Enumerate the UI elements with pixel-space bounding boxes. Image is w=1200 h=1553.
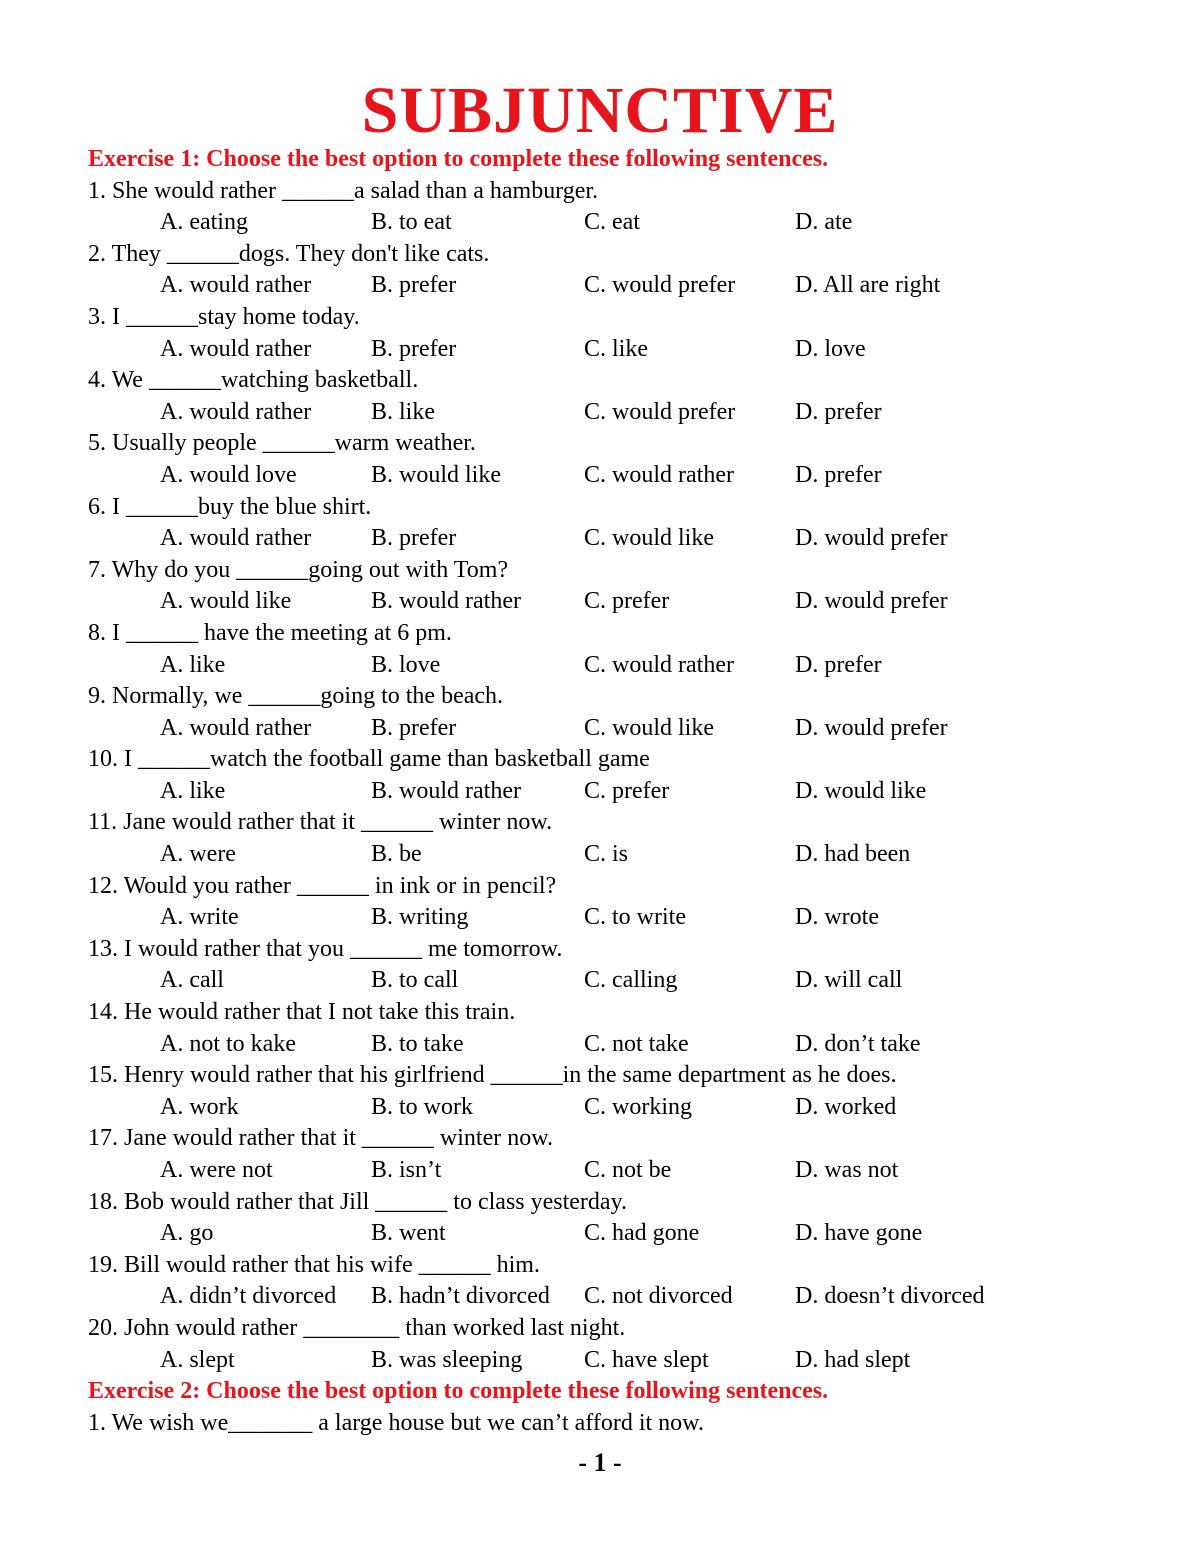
- question-stem: 10. I ______watch the football game than basketball game: [88, 746, 650, 773]
- answer-option-b: B. to call: [371, 967, 459, 994]
- question-stem: 6. I ______buy the blue shirt.: [88, 493, 372, 520]
- question-stem: 9. Normally, we ______going to the beach.: [88, 683, 504, 710]
- question-options: [88, 965, 1148, 997]
- answer-option-d: D. prefer: [795, 398, 882, 425]
- question-options: [88, 1345, 1148, 1377]
- page-number: - 1 -: [578, 1448, 622, 1477]
- question-options: [88, 650, 1148, 682]
- page-title: SUBJUNCTIVE: [361, 74, 839, 147]
- answer-option-b: B. was sleeping: [371, 1346, 523, 1373]
- answer-option-a: A. slept: [160, 1346, 235, 1373]
- question-stem: 5. Usually people ______warm weather.: [88, 430, 476, 457]
- answer-option-d: D. will call: [795, 967, 903, 994]
- answer-option-a: A. would rather: [160, 714, 312, 741]
- answer-option-d: D. had slept: [795, 1346, 911, 1373]
- question-stem: 8. I ______ have the meeting at 6 pm.: [88, 619, 452, 646]
- question-options: [88, 1218, 1148, 1250]
- question-options: [88, 270, 1148, 302]
- question-options: [88, 839, 1148, 871]
- answer-option-a: A. were not: [160, 1157, 273, 1183]
- answer-option-d: D. doesn’t divorced: [795, 1283, 985, 1310]
- question-stem: 18. Bob would rather that Jill ______ to class yesterday.: [88, 1188, 628, 1215]
- question-stem: 2. They ______dogs. They don't like cats.: [88, 240, 490, 267]
- question-options: [88, 397, 1148, 429]
- answer-option-d: D. wrote: [795, 904, 879, 931]
- answer-option-d: D. worked: [795, 1093, 897, 1120]
- answer-option-a: A. would rather: [160, 525, 312, 552]
- answer-option-b: B. to work: [371, 1093, 473, 1120]
- answer-option-b: B. be: [371, 841, 422, 868]
- exercise-1-heading: Exercise 1: Choose the best option to complete these following sentences.: [88, 146, 829, 172]
- question-stem: 14. He would rather that I not take this train.: [88, 999, 516, 1026]
- question-options: [88, 1029, 1148, 1061]
- question-options: [88, 713, 1148, 745]
- answer-option-a: A. write: [160, 904, 239, 931]
- question-stem: 7. Why do you ______going out with Tom?: [88, 556, 509, 583]
- answer-option-c: C. would rather: [584, 651, 734, 678]
- answer-option-c: C. not be: [584, 1157, 672, 1183]
- exercise-2-question-1: 1. We wish we_______ a large house but we can’t afford it now.: [88, 1409, 704, 1436]
- exercise-2-heading: Exercise 2: Choose the best option to complete these following sentences.: [88, 1378, 829, 1405]
- question-options: [88, 1281, 1148, 1313]
- question-options: [88, 1155, 1148, 1187]
- answer-option-d: D. prefer: [795, 651, 882, 678]
- answer-option-a: A. would love: [160, 461, 297, 488]
- answer-option-b: B. isn’t: [371, 1157, 442, 1183]
- answer-option-c: C. calling: [584, 967, 678, 994]
- answer-option-a: A. would like: [160, 588, 292, 615]
- answer-option-b: B. would rather: [371, 588, 521, 615]
- answer-option-b: B. to eat: [371, 209, 452, 236]
- answer-option-d: D. would prefer: [795, 714, 948, 741]
- answer-option-a: A. eating: [160, 209, 248, 236]
- answer-option-c: C. would prefer: [584, 398, 736, 425]
- answer-option-b: B. to take: [371, 1030, 464, 1057]
- question-stem: 4. We ______watching basketball.: [88, 367, 419, 394]
- question-options: [88, 902, 1148, 934]
- answer-option-d: D. would prefer: [795, 588, 948, 615]
- answer-option-c: C. prefer: [584, 588, 670, 615]
- answer-option-b: B. would like: [371, 461, 501, 488]
- answer-option-c: C. working: [584, 1093, 692, 1120]
- answer-option-c: C. would prefer: [584, 272, 736, 299]
- answer-option-d: D. prefer: [795, 461, 882, 488]
- answer-option-d: D. don’t take: [795, 1030, 921, 1057]
- question-stem: 11. Jane would rather that it ______ winter now.: [88, 809, 553, 836]
- exercise-1-questions: [88, 176, 1148, 1377]
- question-stem: 3. I ______stay home today.: [88, 303, 360, 330]
- answer-option-b: B. love: [371, 651, 441, 678]
- answer-option-c: C. would like: [584, 525, 714, 552]
- question-stem: 17. Jane would rather that it ______ winter now.: [88, 1125, 554, 1152]
- question-stem: 1. She would rather ______a salad than a hamburger.: [88, 177, 599, 204]
- answer-option-c: C. not take: [584, 1030, 689, 1057]
- answer-option-b: B. prefer: [371, 335, 457, 362]
- answer-option-a: A. didn’t divorced: [160, 1283, 337, 1310]
- answer-option-c: C. like: [584, 335, 648, 362]
- question-stem: 19. Bill would rather that his wife ______ him.: [88, 1251, 540, 1278]
- answer-option-a: A. would rather: [160, 398, 312, 425]
- answer-option-d: D. have gone: [795, 1220, 923, 1247]
- answer-option-c: C. not divorced: [584, 1283, 733, 1310]
- answer-option-c: C. prefer: [584, 777, 670, 804]
- question-stem: 20. John would rather ________ than worked last night.: [88, 1314, 626, 1341]
- answer-option-b: B. would rather: [371, 777, 521, 804]
- question-stem: 15. Henry would rather that his girlfriend ______in the same department as he does.: [88, 1062, 897, 1089]
- answer-option-a: A. go: [160, 1220, 214, 1247]
- answer-option-a: A. like: [160, 777, 226, 804]
- answer-option-d: D. love: [795, 335, 866, 362]
- answer-option-b: B. writing: [371, 904, 469, 931]
- question-options: [88, 460, 1148, 492]
- question-options: [88, 586, 1148, 618]
- answer-option-b: B. went: [371, 1220, 446, 1247]
- question-options: [88, 1092, 1148, 1124]
- answer-option-a: A. were: [160, 841, 236, 868]
- answer-option-d: D. would like: [795, 777, 927, 804]
- answer-option-d: D. had been: [795, 841, 911, 868]
- answer-option-c: C. is: [584, 841, 629, 868]
- answer-option-c: C. would rather: [584, 461, 734, 488]
- answer-option-d: D. would prefer: [795, 525, 948, 552]
- exercise-content: [88, 144, 1148, 1439]
- answer-option-a: A. call: [160, 967, 224, 994]
- answer-option-c: C. had gone: [584, 1220, 700, 1247]
- answer-option-d: D. was not: [795, 1157, 899, 1183]
- question-options: [88, 334, 1148, 366]
- answer-option-a: A. would rather: [160, 272, 312, 299]
- answer-option-b: B. hadn’t divorced: [371, 1283, 550, 1310]
- answer-option-d: D. ate: [795, 209, 853, 236]
- answer-option-d: D. All are right: [795, 272, 941, 299]
- answer-option-b: B. prefer: [371, 714, 457, 741]
- answer-option-b: B. like: [371, 398, 435, 425]
- question-options: [88, 523, 1148, 555]
- question-stem: 12. Would you rather ______ in ink or in pencil?: [88, 872, 557, 899]
- answer-option-b: B. prefer: [371, 525, 457, 552]
- answer-option-b: B. prefer: [371, 272, 457, 299]
- answer-option-a: A. not to kake: [160, 1030, 296, 1057]
- answer-option-c: C. eat: [584, 209, 640, 236]
- question-options: [88, 207, 1148, 239]
- answer-option-c: C. would like: [584, 714, 714, 741]
- answer-option-a: A. like: [160, 651, 226, 678]
- question-options: [88, 776, 1148, 808]
- question-stem: 13. I would rather that you ______ me tomorrow.: [88, 935, 563, 962]
- answer-option-a: A. work: [160, 1093, 239, 1120]
- answer-option-c: C. have slept: [584, 1346, 709, 1373]
- answer-option-a: A. would rather: [160, 335, 312, 362]
- answer-option-c: C. to write: [584, 904, 686, 931]
